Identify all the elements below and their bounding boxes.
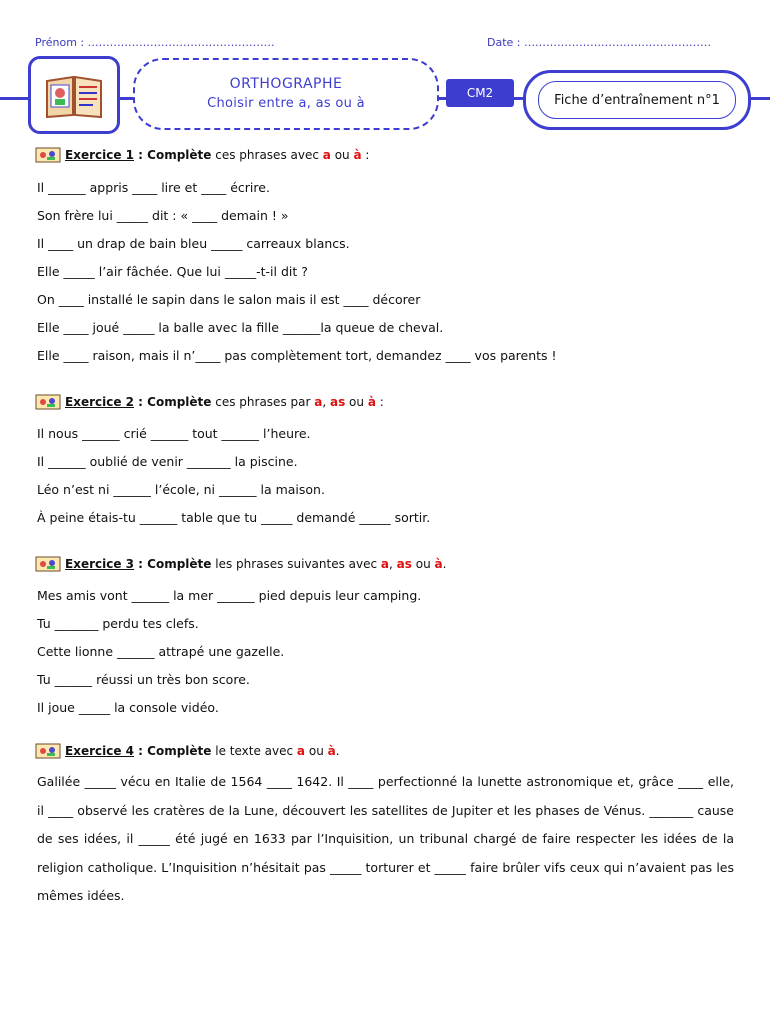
exercise-4-keyword-accent-a: à — [327, 744, 336, 758]
exercise-4-text-3: . — [335, 744, 340, 758]
exercise-3-keyword-accent-a: à — [434, 557, 443, 571]
exercise-4-sep: : — [134, 744, 148, 758]
exercise-4-text-2: ou — [305, 744, 328, 758]
exercise-1-line: Il ______ appris ____ lire et ____ écrire. — [37, 180, 270, 195]
exercise-1-line: Son frère lui _____ dit : « ____ demain ! » — [37, 208, 289, 223]
exercise-2-line: À peine étais-tu ______ table que tu _____ demandé _____ sortir. — [37, 510, 431, 525]
exercise-3-line: Tu ______ réussi un très bon score. — [37, 672, 250, 687]
exercise-3-heading — [35, 555, 446, 573]
exercise-4-paragraph: Galilée _____ vécu en Italie de 1564 ____ 1642. Il ____ perfectionné la lunette astronomique et, grâce ____ elle, il ____ observé les cratères de la Lune, découvert les satellites de Jupiter et les phases de Vénus. _______ cause de ses idées, il _____ été jugé en 1633 par l’Inquisition, un tribunal chargé de faire respecter les idées de la religion catholique. L’Inquisition n’hésitait pas _____ torturer et _____ faire brûler vifs ceux qui n’avaient pas les mêmes idées. — [37, 774, 734, 903]
prenom-field: Prénom : …………………………………………… — [35, 36, 275, 49]
exercise-4-heading — [35, 742, 340, 760]
exercise-3-text-1: les phrases suivantes avec — [211, 557, 381, 571]
exercise-3-verb: Complète — [147, 557, 212, 571]
exercise-3-line: Tu _______ perdu tes clefs. — [37, 616, 199, 631]
exercise-3-text-4: . — [442, 557, 447, 571]
exercise-1-verb: Complète — [147, 148, 212, 162]
page-title: ORTHOGRAPHE — [229, 76, 343, 92]
exercise-1-line: Elle ____ joué _____ la balle avec la fille ______la queue de cheval. — [37, 320, 444, 335]
exercise-3-keyword-as: as — [396, 557, 412, 571]
exercise-2-keyword-accent-a: à — [367, 395, 376, 409]
exercise-2-verb: Complète — [147, 395, 212, 409]
book-icon — [43, 71, 105, 119]
exercise-1-keyword-accent-a: à — [353, 148, 362, 162]
exercise-2-text-4: : — [375, 395, 384, 409]
exercise-3-line: Il joue _____ la console vidéo. — [37, 700, 219, 715]
exercise-1-keyword-a: a — [322, 148, 331, 162]
exercise-2-keyword-a: a — [314, 395, 323, 409]
exercise-2-line: Léo n’est ni ______ l’école, ni ______ la maison. — [37, 482, 325, 497]
exercise-icon — [35, 555, 61, 573]
exercise-2-line: Il nous ______ crié ______ tout ______ l’heure. — [37, 426, 311, 441]
exercise-2-text-1: ces phrases par — [211, 395, 315, 409]
exercise-4-verb: Complète — [147, 744, 212, 758]
fiche-frame — [523, 70, 751, 130]
exercise-3-line: Cette lionne ______ attrapé une gazelle. — [37, 644, 285, 659]
exercise-2-heading — [35, 393, 384, 411]
exercise-1-line: Elle ____ raison, mais il n’____ pas complètement tort, demandez ____ vos parents ! — [37, 348, 557, 363]
exercise-1-line: Elle _____ l’air fâchée. Que lui _____-t-il dit ? — [37, 264, 308, 279]
date-field: Date : …………………………………………… — [487, 36, 711, 49]
exercise-3-text-2: , — [389, 557, 397, 571]
exercise-2-label: Exercice 2 — [65, 395, 134, 409]
exercise-4-keyword-a: a — [296, 744, 306, 758]
level-badge: CM2 — [446, 79, 514, 107]
exercise-1-label: Exercice 1 — [65, 148, 134, 162]
exercise-icon — [35, 393, 61, 411]
exercise-1-text-1: ces phrases avec — [211, 148, 323, 162]
exercise-1-line: On ____ installé le sapin dans le salon mais il est ____ décorer — [37, 292, 421, 307]
exercise-3-text-3: ou — [411, 557, 435, 571]
page-subtitle: Choisir entre a, as ou à — [207, 96, 365, 111]
exercise-2-line: Il ______ oublié de venir _______ la piscine. — [37, 454, 298, 469]
exercise-2-text-3: ou — [345, 395, 368, 409]
title-box — [133, 58, 439, 130]
exercise-3-label: Exercice 3 — [65, 557, 134, 571]
exercise-1-text-3: : — [361, 148, 370, 162]
exercise-3-line: Mes amis vont ______ la mer ______ pied depuis leur camping. — [37, 588, 422, 603]
exercise-3-keyword-a: a — [380, 557, 390, 571]
exercise-1-sep: : — [134, 148, 148, 162]
exercise-1-heading — [35, 146, 369, 164]
exercise-2-sep: : — [134, 395, 148, 409]
exercise-4-text-1: le texte avec — [211, 744, 297, 758]
fiche-label: Fiche d’entraînement n°1 — [538, 81, 736, 119]
exercise-icon — [35, 742, 61, 760]
exercise-4-label: Exercice 4 — [65, 744, 134, 758]
exercise-2-text-2: , — [322, 395, 330, 409]
exercise-1-text-2: ou — [330, 148, 354, 162]
exercise-1-line: Il ____ un drap de bain bleu _____ carreaux blancs. — [37, 236, 350, 251]
logo-frame — [28, 56, 120, 134]
exercise-icon — [35, 146, 61, 164]
exercise-2-keyword-as: as — [329, 395, 346, 409]
exercise-3-sep: : — [134, 557, 148, 571]
